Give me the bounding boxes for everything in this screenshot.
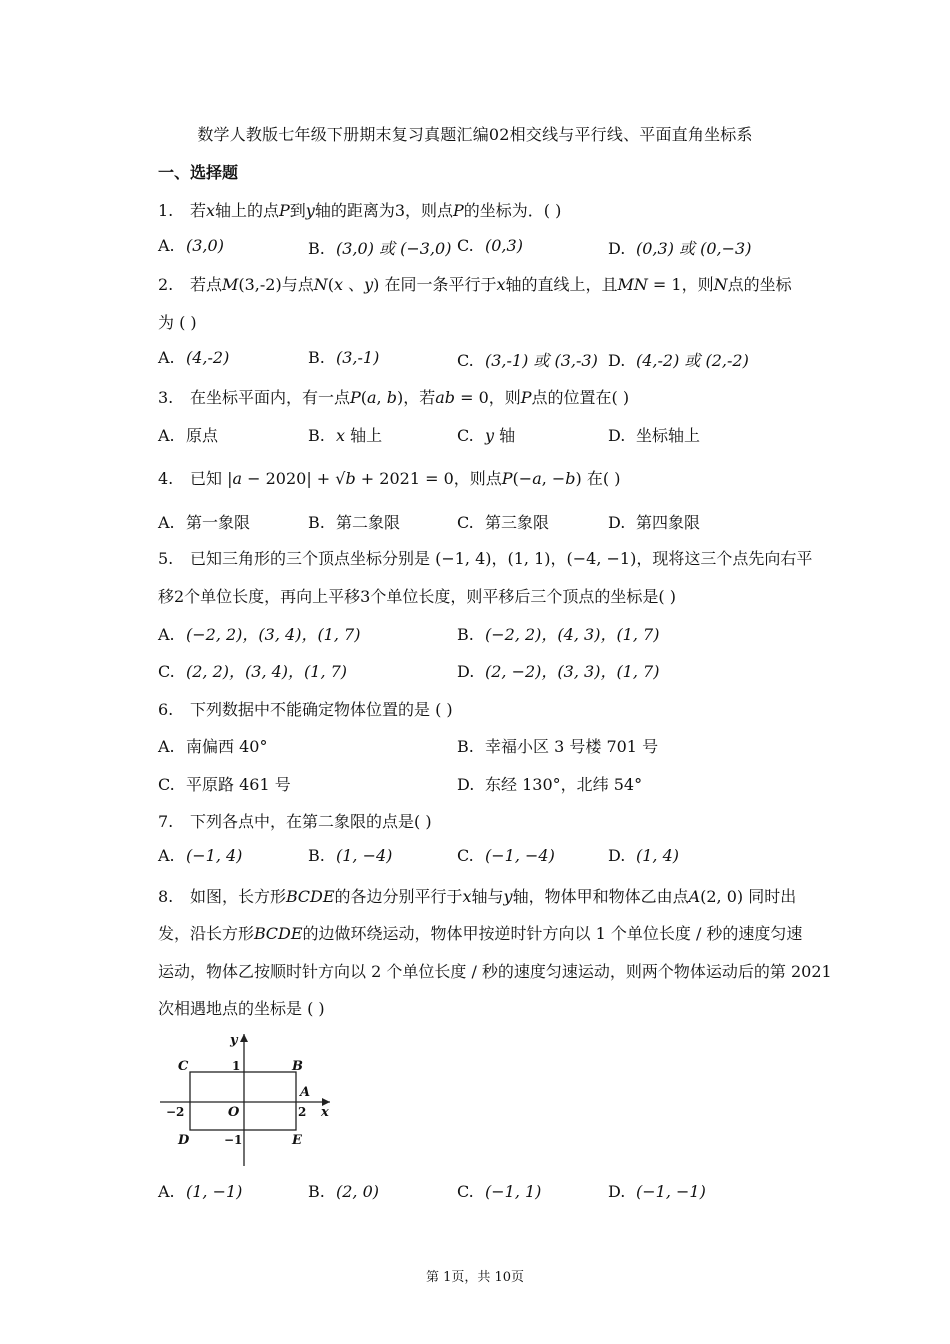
option-c: C. (2, 2)，(3, 4)，(1, 7)	[158, 662, 348, 681]
option-a: A. (−2, 2)，(3, 4)，(1, 7)	[158, 625, 361, 644]
label-a: A	[300, 1085, 311, 1100]
option-d: D. 东经 130°，北纬 54°	[457, 775, 643, 794]
question-8-stem: 8. 如图，长方形𝐵𝐶𝐷𝐸的各边分别平行于𝑥轴与𝑦轴，物体甲和物体乙由点𝐴(2, 0) 同时出	[158, 887, 797, 906]
option-d: D. (2, −2)，(3, 3)，(1, 7)	[457, 662, 660, 681]
option-c: C. 第三象限	[457, 513, 550, 532]
option-c: C. 𝑦 轴	[457, 426, 516, 445]
option-b: B. (3,-1)	[308, 348, 380, 367]
page-title: 数学人教版七年级下册期末复习真题汇编02相交线与平行线、平面直角坐标系	[197, 125, 753, 144]
question-7-stem: 7. 下列各点中，在第二象限的点是( )	[158, 812, 432, 831]
option-d: D. (−1, −1)	[608, 1182, 706, 1201]
question-8-stem-cont-2: 运动，物体乙按顺时针方向以 2 个单位长度 / 秒的速度匀速运动，则两个物体运动后的第 2021	[158, 962, 832, 981]
option-d: D. (0,3) 或 (0,−3)	[608, 239, 752, 258]
question-5-stem: 5. 已知三角形的三个顶点坐标分别是 (−1, 4)，(1, 1)，(−4, −1)，现将这三个点先向右平	[158, 549, 813, 568]
label-neg-two: −2	[166, 1105, 185, 1119]
question-2-stem: 2. 若点𝑀(3,-2)与点𝑁(𝑥 、𝑦) 在同一条平行于𝑥轴的直线上，且𝑀𝑁 = 1，则𝑁点的坐标	[158, 275, 792, 294]
option-b: B. (2, 0)	[308, 1182, 380, 1201]
question-8-stem-cont-1: 发，沿长方形𝐵𝐶𝐷𝐸的边做环绕运动，物体甲按逆时针方向以 1 个单位长度 / 秒的速度匀速	[158, 924, 803, 943]
label-e: E	[292, 1133, 302, 1148]
section-heading: 一、选择题	[158, 163, 239, 182]
option-a: A. (3,0)	[158, 236, 224, 255]
option-a: A. 原点	[158, 426, 219, 445]
page-footer: 第 1页，共 10页	[425, 1270, 525, 1285]
option-d: D. (1, 4)	[608, 846, 680, 865]
option-c: C. (3,-1) 或 (3,-3)	[457, 351, 598, 370]
question-5-stem-cont: 移2个单位长度，再向上平移3个单位长度，则平移后三个顶点的坐标是( )	[158, 587, 676, 606]
option-d: D. 坐标轴上	[608, 426, 701, 445]
option-a: A. (1, −1)	[158, 1182, 243, 1201]
option-a: A. (−1, 4)	[158, 846, 243, 865]
label-c: C	[178, 1059, 189, 1074]
label-d: D	[178, 1133, 190, 1148]
question-3-stem: 3. 在坐标平面内，有一点𝑃(𝑎, 𝑏)，若𝑎𝑏 = 0，则𝑃点的位置在( )	[158, 388, 630, 407]
y-axis-arrow	[240, 1034, 248, 1042]
label-y: y	[230, 1033, 238, 1048]
option-c: C. 平原路 461 号	[158, 775, 291, 794]
rectangle-bcde	[190, 1072, 296, 1130]
question-6-stem: 6. 下列数据中不能确定物体位置的是 ( )	[158, 700, 453, 719]
question-2-stem-cont: 为 ( )	[158, 313, 197, 332]
option-b: B. (3,0) 或 (−3,0)	[308, 239, 452, 258]
label-neg-one: −1	[224, 1133, 243, 1147]
coordinate-figure	[158, 1030, 348, 1170]
option-a: A. 南偏西 40°	[158, 737, 268, 756]
question-4-stem: 4. 已知 |𝑎 − 2020| + √𝑏 + 2021 = 0，则点𝑃(−𝑎, −𝑏) 在( )	[158, 469, 621, 488]
option-a: A. (4,-2)	[158, 348, 230, 367]
option-b: B. 幸福小区 3 号楼 701 号	[457, 737, 659, 756]
option-d: D. (4,-2) 或 (2,-2)	[608, 351, 749, 370]
question-8-stem-cont-3: 次相遇地点的坐标是 ( )	[158, 999, 325, 1018]
option-a: A. 第一象限	[158, 513, 251, 532]
option-c: C. (−1, 1)	[457, 1182, 542, 1201]
option-c: C. (−1, −4)	[457, 846, 555, 865]
label-b: B	[292, 1059, 303, 1074]
option-b: B. 𝑥 轴上	[308, 426, 383, 445]
label-x: x	[321, 1105, 329, 1120]
label-o: O	[228, 1105, 240, 1120]
option-b: B. (1, −4)	[308, 846, 393, 865]
option-c: C. (0,3)	[457, 236, 523, 255]
question-1-stem: 1. 若𝑥轴上的点𝑃到𝑦轴的距离为3，则点𝑃的坐标为．( )	[158, 201, 562, 220]
option-b: B. 第二象限	[308, 513, 401, 532]
option-d: D. 第四象限	[608, 513, 701, 532]
label-one: 1	[232, 1059, 241, 1073]
option-b: B. (−2, 2)，(4, 3)，(1, 7)	[457, 625, 660, 644]
label-two: 2	[298, 1105, 307, 1119]
